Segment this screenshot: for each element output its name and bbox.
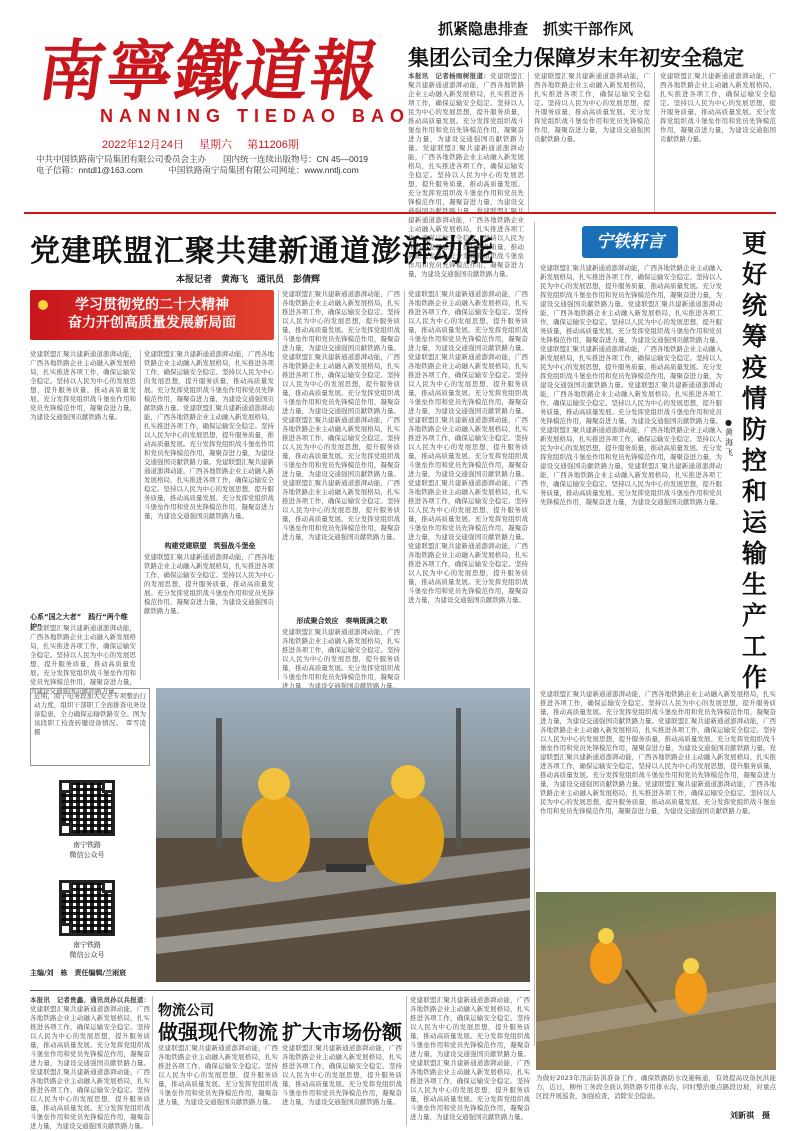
bottom-col-1	[30, 996, 150, 1126]
masthead-date-line	[102, 136, 311, 152]
commentary-body-2	[540, 690, 776, 886]
lead-col-4	[408, 290, 528, 680]
lead-subhead-2: 构建党建联盟 筑强战斗堡垒	[164, 542, 256, 550]
top-story-body	[408, 72, 776, 212]
bottom-headline-left: 做强现代物流	[158, 1020, 278, 1044]
issue-number: 第11206期	[247, 139, 299, 151]
commentary-title: 更好统筹疫情防控和运输生产工作	[742, 229, 768, 692]
wechat-block-2	[42, 880, 132, 960]
top-story-headline: 集团公司全力保障岁末年初安全稳定	[408, 46, 744, 70]
lead-col-2b	[144, 553, 274, 680]
top-story-byline: 本报讯 记者杨雨树报道：	[408, 72, 491, 80]
top-story-kicker: 抓紧隐患排查 抓实干部作风	[438, 20, 634, 38]
right-photo	[536, 892, 776, 1070]
star-icon	[38, 300, 48, 310]
email: 电子信箱：nntdl1@163.com	[36, 165, 143, 175]
bottom-byline: 本报讯 记者贵鑫、通讯员孙以兵报道：	[30, 996, 150, 1004]
masthead-pinyin: NANNING TIEDAO BAO	[100, 106, 410, 126]
bottom-kicker: 物流公司	[158, 1003, 214, 1019]
bottom-col-2	[158, 1044, 278, 1126]
editor-credit: 主编/刘 栋 责任编辑/兰雨宸	[30, 969, 127, 977]
wechat-label-3: 南宁铁路	[73, 941, 101, 949]
banner-line-2: 奋力开创高质量发展新局面	[68, 315, 236, 331]
lead-col-3a	[282, 290, 400, 612]
lead-subhead-3: 形成聚合效应 奏响既满之歌	[296, 617, 388, 625]
bottom-headline-right: 扩大市场份额	[282, 1020, 402, 1044]
cn-number: 国内统一连续出版物号：CN 45—0019	[223, 154, 369, 164]
qr-code-icon[interactable]	[59, 780, 115, 836]
bottom-col-4	[410, 996, 530, 1126]
lead-byline: 本报记者 黄海飞 通讯员 彭倩辉	[176, 274, 321, 284]
right-photo-credit: 刘新祺 摄	[730, 1111, 770, 1120]
wechat-block-1	[42, 780, 132, 860]
sponsor: 中共中国铁路南宁局集团有限公司委员会主办	[36, 154, 207, 164]
theme-banner	[30, 290, 274, 340]
lead-col-1a	[30, 350, 136, 608]
banner-line-1: 学习贯彻党的二十大精神	[75, 297, 229, 313]
embankment-worker-photo	[536, 892, 776, 1070]
masthead-rule	[24, 212, 776, 214]
wechat-label-2: 微信公众号	[69, 851, 105, 859]
lead-subhead-1: 心系“国之大者” 践行“两个维护”	[30, 613, 128, 631]
commentary-brand: 宁铁轩言	[582, 226, 678, 258]
qr-code-icon-2[interactable]	[59, 880, 115, 936]
right-photo-caption: 为做好2023年汛前防洪准备工作，确保铁路防水设施畅通，有效提高设备抗洪能力，近日，柳州工务段全面认领铁路专用排水沟，同时整治重点路段边坡，对重点区段开展巡查，加强检查，消除安全隐患。	[536, 1074, 776, 1100]
commentary-author: ●黄海飞	[725, 418, 733, 457]
rail-worker-photo	[156, 688, 530, 982]
photo-caption: 近期，南宁电务段加大安全专项整治行动力度，组织干部职工全面排查电务设备隐患，全力确保运输铁路安全。图为该段职工检查转辙设备情况。 覃雪凌 摄	[30, 688, 150, 766]
masthead-title: 南寧鐵道報	[33, 32, 385, 110]
issue-weekday: 星期六	[199, 139, 233, 151]
lead-col-3b	[282, 628, 400, 680]
commentary-body-1	[540, 264, 722, 684]
lead-col-1b	[30, 624, 136, 682]
bottom-col-3	[282, 1044, 402, 1126]
lead-col-2a	[144, 350, 274, 538]
wechat-label-1: 南宁铁路	[73, 841, 101, 849]
issue-date: 2022年12月24日	[102, 139, 184, 151]
wechat-label-4: 微信公众号	[69, 951, 105, 959]
lead-headline: 党建联盟汇聚共建新通道澎湃动能	[30, 234, 495, 269]
main-photo	[156, 688, 530, 982]
website: 中国铁路南宁局集团有限公司网址：www.nntlj.com	[168, 165, 359, 175]
